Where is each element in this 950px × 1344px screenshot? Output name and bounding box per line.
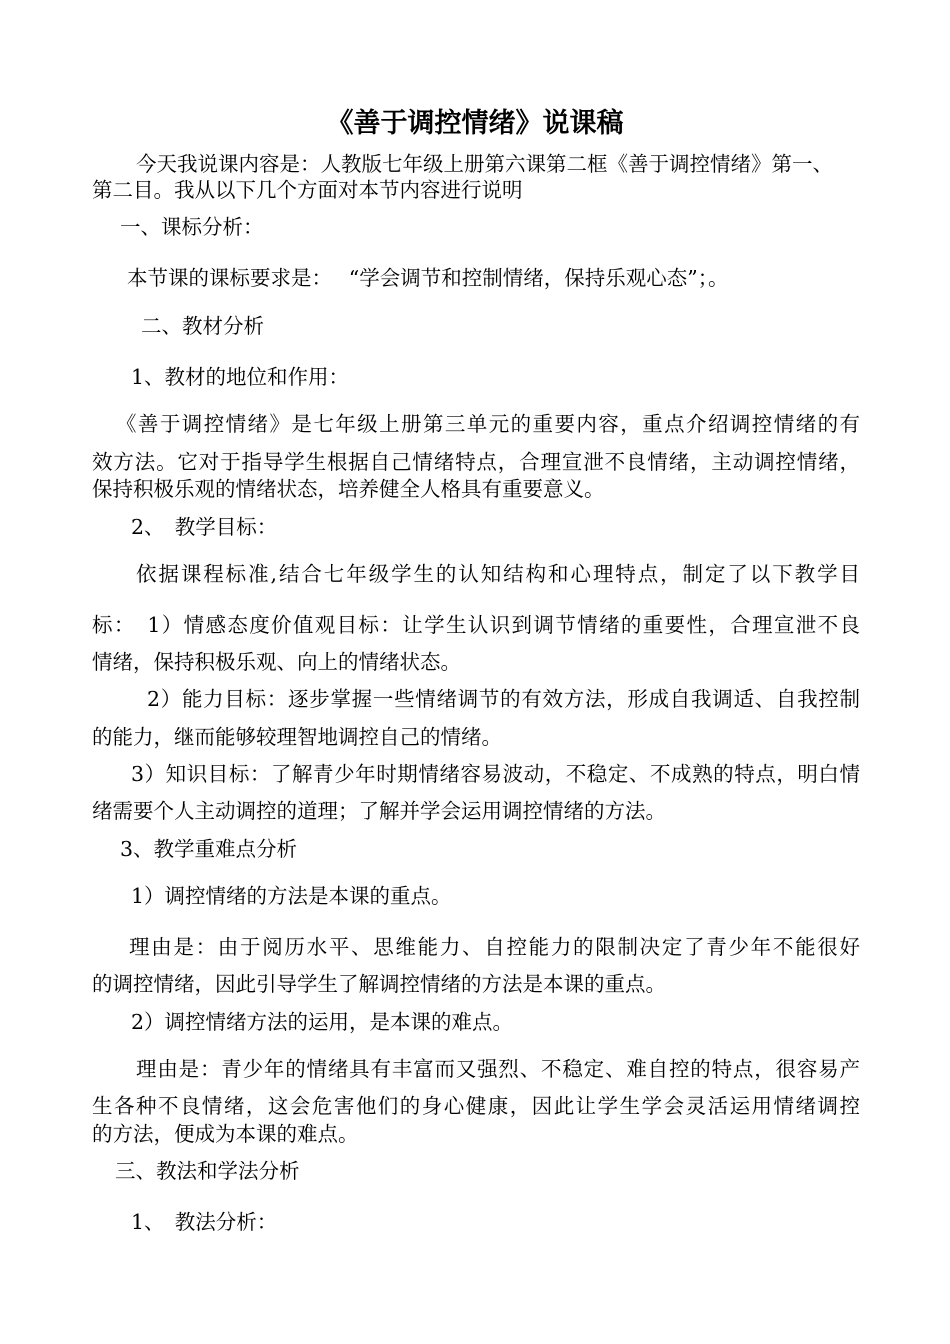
paragraph-line: 的能力，继而能够较理智地调控自己的情绪。 xyxy=(92,725,502,749)
section-heading: 一、课标分析： xyxy=(120,215,264,239)
document-title: 《善于调控情绪》说课稿 xyxy=(326,108,624,139)
paragraph-line: 2）能力目标：逐步掌握一些情绪调节的有效方法，形成自我调适、自我控制 xyxy=(147,687,860,711)
paragraph-line: 1）调控情绪的方法是本课的重点。 xyxy=(131,884,452,908)
paragraph-line: 理由是：由于阅历水平、思维能力、自控能力的限制决定了青少年不能很好 xyxy=(129,935,860,959)
paragraph-line: 3）知识目标：了解青少年时期情绪容易波动，不稳定、不成熟的特点，明白情 xyxy=(131,762,860,786)
paragraph-line: 效方法。它对于指导学生根据自己情绪特点，合理宣泄不良情绪，主动调控情绪， xyxy=(92,450,860,474)
paragraph-line: 绪需要个人主动调控的道理；了解并学会运用调控情绪的方法。 xyxy=(92,799,666,823)
paragraph-line: 第二目。我从以下几个方面对本节内容进行说明 xyxy=(92,178,523,202)
paragraph-line: 依据课程标准,结合七年级学生的认知结构和心理特点，制定了以下教学目 xyxy=(136,562,860,586)
paragraph-line: 保持积极乐观的情绪状态，培养健全人格具有重要意义。 xyxy=(92,477,605,501)
paragraph-line: 2）调控情绪方法的运用，是本课的难点。 xyxy=(131,1010,514,1034)
paragraph-line: 《善于调控情绪》是七年级上册第三单元的重要内容，重点介绍调控情绪的有 xyxy=(116,412,860,436)
section-heading: 二、教材分析 xyxy=(141,314,264,338)
subsection-heading: 2、 教学目标： xyxy=(131,515,278,539)
paragraph-line: 理由是：青少年的情绪具有丰富而又强烈、不稳定、难自控的特点，很容易产 xyxy=(136,1057,860,1081)
paragraph-line: 生各种不良情绪，这会危害他们的身心健康，因此让学生学会灵活运用情绪调控 xyxy=(92,1094,860,1118)
paragraph-line: 今天我说课内容是：人教版七年级上册第六课第二框《善于调控情绪》第一、 xyxy=(136,152,833,176)
subsection-heading: 3、教学重难点分析 xyxy=(120,837,298,861)
section-heading: 三、教法和学法分析 xyxy=(115,1159,300,1183)
paragraph-line: 本节课的课标要求是： “学会调节和控制情绪，保持乐观心态”；。 xyxy=(127,266,729,290)
paragraph-line: 标： 1）情感态度价值观目标：让学生认识到调节情绪的重要性，合理宣泄不良 xyxy=(92,613,860,637)
subsection-heading: 1、 教法分析： xyxy=(131,1210,278,1234)
paragraph-line: 情绪，保持积极乐观、向上的情绪状态。 xyxy=(92,650,461,674)
paragraph-line: 的方法，便成为本课的难点。 xyxy=(92,1122,359,1146)
subsection-heading: 1、教材的地位和作用： xyxy=(131,365,350,389)
paragraph-line: 的调控情绪，因此引导学生了解调控情绪的方法是本课的重点。 xyxy=(92,972,666,996)
